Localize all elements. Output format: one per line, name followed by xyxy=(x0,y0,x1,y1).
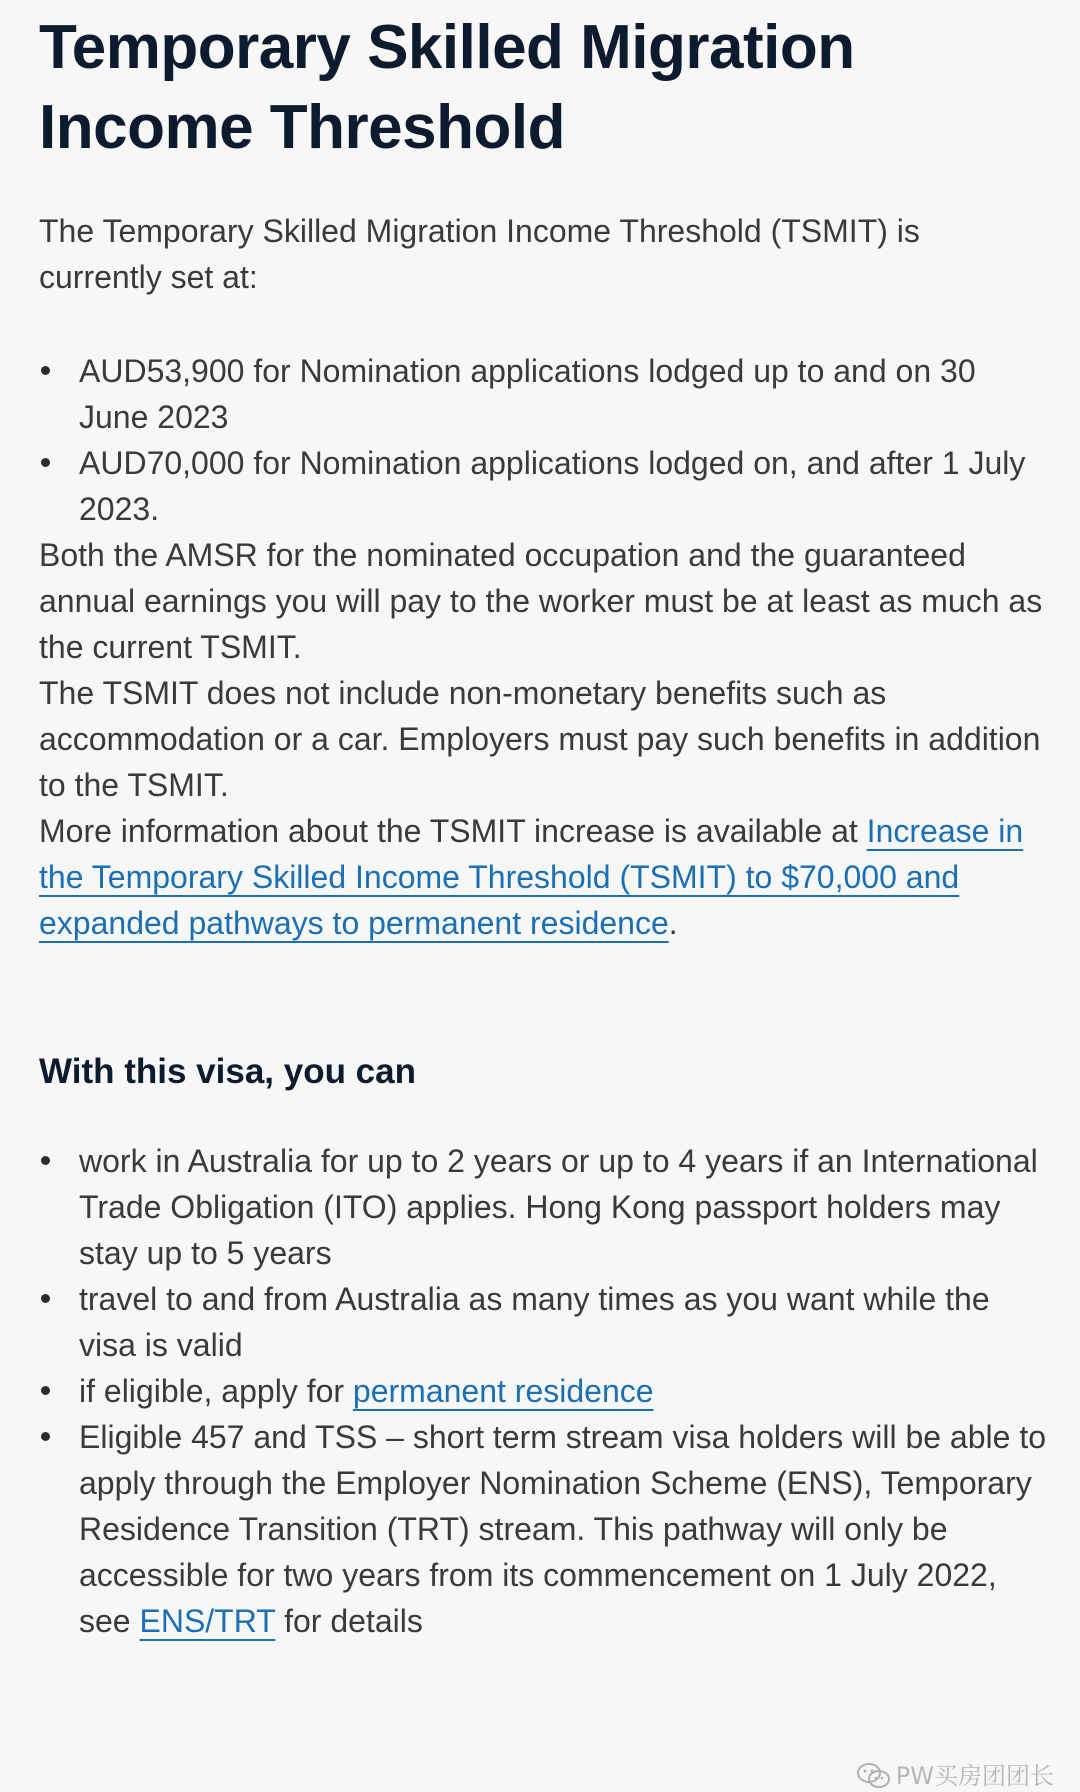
bullet-icon xyxy=(41,1386,50,1395)
page-title: Temporary Skilled Migration Income Threshold xyxy=(39,13,855,162)
bullet-icon xyxy=(41,1432,50,1441)
list-item xyxy=(39,1276,1049,1368)
travel-item-text: travel to and from Australia as many times as you want while the visa is valid xyxy=(79,1281,990,1363)
amsr-paragraph: Both the AMSR for the nominated occupation and the guaranteed annual earnings you will pay to the worker must be at least as much as the current TSMIT. xyxy=(39,537,1043,665)
list-item xyxy=(39,1368,1049,1414)
list-item xyxy=(39,440,1049,532)
intro-paragraph: The Temporary Skilled Migration Income Threshold (TSMIT) is currently set at: xyxy=(39,213,920,295)
visa-section-heading: With this visa, you can xyxy=(39,1052,416,1091)
tsmit-paragraph: The TSMIT does not include non-monetary benefits such as accommodation or a car. Employers must pay such benefits in addition to the TSMIT. xyxy=(39,675,1041,803)
eligible-item-suffix: for details xyxy=(275,1603,423,1639)
work-item-text: work in Australia for up to 2 years or up to 4 years if an International Trade Obligation (ITO) applies. Hong Kong passport holders may stay up to 5 years xyxy=(79,1143,1038,1271)
visa-benefits-list xyxy=(39,1138,1049,1644)
watermark-text: PW买房团团长 xyxy=(895,1762,1054,1790)
threshold-list xyxy=(39,348,1049,532)
threshold-item-text: AUD53,900 for Nomination applications lodged up to and on 30 June 2023 xyxy=(79,353,976,435)
article-content xyxy=(39,8,1049,1644)
bullet-icon xyxy=(41,1294,50,1303)
tsmit-increase-link[interactable]: Increase in the Temporary Skilled Income Threshold (TSMIT) to $70,000 and expanded pathways to permanent residence xyxy=(39,813,1024,941)
bullet-icon xyxy=(41,366,50,375)
more-info-prefix: More information about the TSMIT increase is available at xyxy=(39,813,867,849)
wechat-icon xyxy=(856,1762,892,1790)
watermark xyxy=(856,1762,1054,1790)
bullet-icon xyxy=(41,458,50,467)
list-item xyxy=(39,1138,1049,1276)
eligible-item-text: Eligible 457 and TSS – short term stream visa holders will be able to apply through the Employer Nomination Scheme (ENS), Temporary Residence Transition (TRT) stream. This pathway will only be accessible for two years from its commencement on 1 July 2022, see xyxy=(79,1419,1046,1639)
list-item xyxy=(39,1414,1049,1644)
more-info-suffix: . xyxy=(668,905,678,941)
ens-trt-link[interactable]: ENS/TRT xyxy=(139,1603,276,1639)
threshold-item-text: AUD70,000 for Nomination applications lodged on, and after 1 July 2023. xyxy=(79,445,1026,527)
more-info-paragraph xyxy=(39,808,1049,946)
bullet-icon xyxy=(41,1156,50,1165)
permanent-residence-link[interactable]: permanent residence xyxy=(352,1373,654,1409)
apply-item-prefix: if eligible, apply for xyxy=(79,1373,353,1409)
list-item xyxy=(39,348,1049,440)
